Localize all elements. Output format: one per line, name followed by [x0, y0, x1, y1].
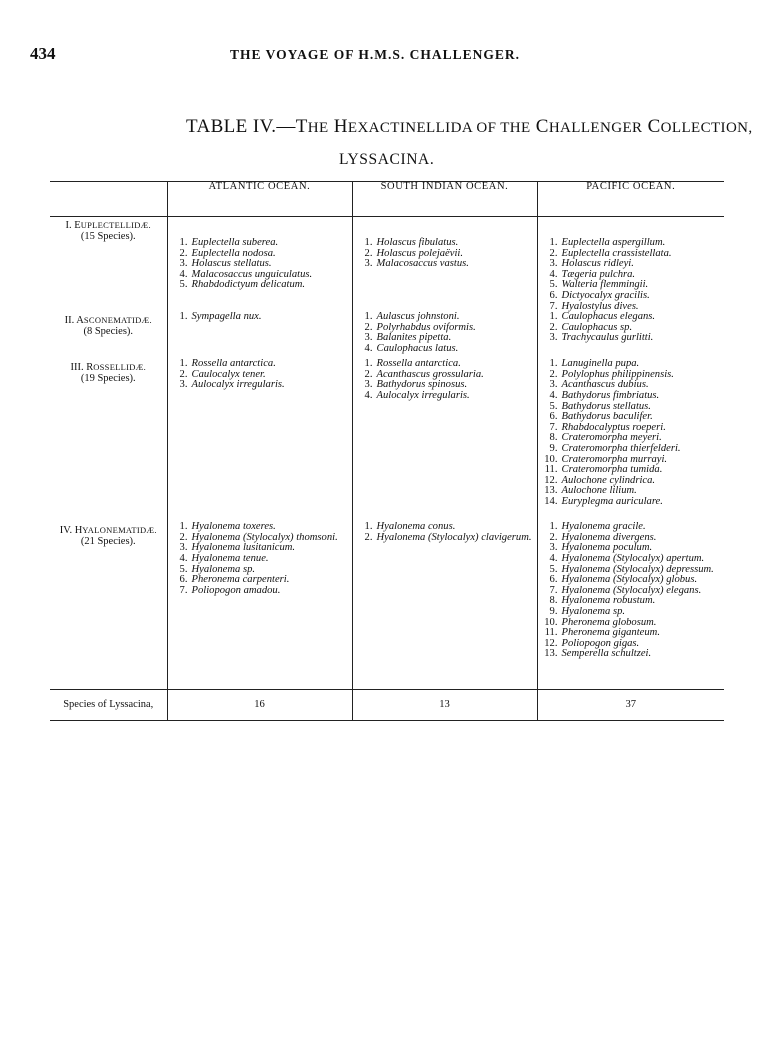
header-family — [50, 182, 167, 217]
species-name: Crateromorpha tumida. — [561, 464, 663, 476]
species-name: Rossella antarctica. — [376, 358, 461, 370]
total-indian: 13 — [352, 690, 537, 721]
species-number: 9. — [549, 442, 558, 454]
species-name: Aulochone lilium. — [561, 485, 637, 497]
family-smallcaps: SCONEMATIDÆ. — [83, 315, 152, 326]
family-roman: I. E — [65, 220, 81, 231]
species-number: 6. — [179, 574, 188, 586]
species-item — [544, 607, 725, 618]
species-number: 10. — [544, 453, 558, 465]
species-name: Hyalonema sp. — [191, 563, 256, 575]
species-number: 11. — [544, 464, 558, 476]
header-atlantic: ATLANTIC OCEAN. — [167, 182, 352, 217]
species-name: Aulochone cylindrica. — [561, 474, 656, 486]
species-number: 3. — [179, 379, 188, 391]
species-number: 5. — [549, 400, 558, 412]
species-name: Aulascus johnstoni. — [376, 311, 460, 323]
species-name: Crateromorpha thierfelderi. — [561, 442, 681, 454]
family-species-count: (8 Species). — [83, 325, 134, 337]
species-number: 13. — [544, 648, 558, 660]
species-number: 2. — [364, 368, 373, 380]
total-atlantic: 16 — [167, 690, 352, 721]
species-name: Malacosaccus unguiculatus. — [191, 268, 313, 280]
species-name: Malacosaccus vastus. — [376, 258, 469, 270]
family-species-count: (21 Species). — [80, 535, 136, 547]
species-number: 2. — [549, 368, 558, 380]
family-species-count: (19 Species). — [80, 372, 136, 384]
family-cell — [50, 312, 167, 359]
species-name: Holascus stellatus. — [191, 258, 272, 270]
species-name: Holascus ridleyi. — [561, 258, 634, 270]
species-name: Caulophacus elegans. — [561, 311, 656, 323]
species-name: Hyalonema (Stylocalyx) depressum. — [561, 563, 714, 575]
species-item — [544, 554, 725, 565]
species-name: Caulophacus latus. — [376, 342, 459, 354]
species-name: Bathydorus spinosus. — [376, 379, 468, 391]
species-number: 3. — [549, 379, 558, 391]
species-name: Caulocalyx tener. — [191, 368, 266, 380]
species-number: 4. — [549, 552, 558, 564]
species-number: 3. — [364, 379, 373, 391]
family-roman: IV. H — [59, 525, 83, 537]
pacific-species-list — [538, 312, 725, 344]
species-number: 2. — [179, 531, 188, 543]
species-name: Acanthascus dubius. — [561, 379, 649, 391]
title-sc-3: HALLENGER — [548, 120, 643, 136]
indian-species-list — [353, 522, 537, 543]
species-name: Hyalostylus dives. — [561, 300, 639, 312]
species-number: 3. — [549, 332, 558, 344]
species-name: Tægeria pulchra. — [561, 268, 636, 280]
species-number: 2. — [179, 247, 188, 259]
species-number: 2. — [364, 321, 373, 333]
species-item — [174, 238, 352, 249]
species-number: 3. — [179, 542, 188, 554]
species-item — [174, 586, 352, 597]
species-name: Hyalonema (Stylocalyx) elegans. — [561, 584, 702, 596]
species-name: Bathydorus fimbriatus. — [561, 389, 660, 401]
species-number: 4. — [549, 389, 558, 401]
species-number: 1. — [549, 521, 558, 533]
species-name: Euplectella crassistellata. — [561, 247, 672, 259]
species-item — [544, 291, 725, 302]
species-number: 1. — [179, 311, 188, 323]
species-name: Hyalonema tenue. — [191, 552, 269, 564]
family-roman: III. R — [70, 362, 94, 374]
species-number: 1. — [179, 521, 188, 533]
family-row — [50, 312, 724, 359]
species-item — [174, 554, 352, 565]
species-number: 1. — [364, 311, 373, 323]
species-number: 3. — [364, 332, 373, 344]
species-number: 3. — [364, 258, 373, 270]
species-number: 4. — [179, 552, 188, 564]
species-number: 5. — [549, 279, 558, 291]
species-name: Hyalonema (Stylocalyx) globus. — [561, 574, 698, 586]
atlantic-cell — [167, 522, 352, 690]
species-number: 6. — [549, 289, 558, 301]
family-roman: II. A — [64, 315, 84, 327]
species-name: Poliopogon gigas. — [561, 637, 640, 649]
species-number: 2. — [549, 531, 558, 543]
species-number: 2. — [179, 368, 188, 380]
atlantic-species-list — [168, 312, 352, 323]
species-name: Hyalonema toxeres. — [191, 521, 276, 533]
species-number: 4. — [364, 342, 373, 354]
species-number: 11. — [544, 627, 558, 639]
indian-cell — [352, 312, 537, 359]
species-name: Crateromorpha meyeri. — [561, 432, 662, 444]
species-number: 12. — [544, 474, 558, 486]
family-smallcaps: OSSELLIDÆ. — [93, 362, 147, 373]
species-item — [544, 444, 725, 455]
species-item — [544, 238, 725, 249]
species-item — [359, 391, 537, 402]
species-number: 4. — [364, 389, 373, 401]
family-species-count: (15 Species). — [80, 230, 136, 242]
species-number: 5. — [179, 279, 188, 291]
species-number: 2. — [549, 247, 558, 259]
species-name: Caulophacus sp. — [561, 321, 633, 333]
page-number: 434 — [30, 44, 56, 63]
species-name: Hyalonema conus. — [376, 521, 456, 533]
pacific-cell — [537, 359, 724, 522]
pacific-cell — [537, 217, 724, 313]
species-item — [544, 649, 725, 660]
species-number: 13. — [544, 485, 558, 497]
indian-species-list — [353, 359, 537, 401]
species-number: 2. — [364, 247, 373, 259]
species-item — [544, 333, 725, 344]
pacific-species-list — [538, 359, 725, 507]
family-cell — [50, 359, 167, 522]
species-name: Walteria flemmingii. — [561, 279, 649, 291]
species-item — [174, 312, 352, 323]
family-name — [50, 362, 167, 374]
species-number: 8. — [549, 595, 558, 607]
species-name: Hyalonema (Stylocalyx) apertum. — [561, 552, 705, 564]
species-table — [50, 181, 724, 721]
species-item — [359, 533, 537, 544]
species-number: 1. — [179, 237, 188, 248]
title-sc-1: HE — [307, 120, 329, 136]
atlantic-species-list — [168, 238, 352, 291]
indian-cell — [352, 217, 537, 313]
species-name: Euryplegma auriculare. — [561, 495, 663, 507]
species-number: 6. — [549, 574, 558, 586]
species-name: Hyalonema (Stylocalyx) thomsoni. — [191, 531, 338, 543]
totals-row — [50, 690, 724, 721]
species-number: 7. — [179, 584, 188, 596]
total-pacific: 37 — [537, 690, 724, 721]
family-cell — [50, 217, 167, 313]
header-row — [50, 182, 724, 217]
species-number: 3. — [549, 542, 558, 554]
species-name: Rossella antarctica. — [191, 358, 276, 370]
title-sc-4: OLLECTION, — [660, 120, 753, 136]
species-name: Bathydorus baculifer. — [561, 411, 653, 423]
title-sc-2: EXACTINELLIDA OF THE — [347, 120, 531, 136]
species-name: Hyalonema (Stylocalyx) clavigerum. — [376, 531, 532, 543]
species-item — [174, 280, 352, 291]
pacific-cell — [537, 522, 724, 690]
species-name: Semperella schultzei. — [561, 648, 652, 660]
species-name: Hyalonema lusitanicum. — [191, 542, 296, 554]
species-number: 2. — [364, 531, 373, 543]
title-cap-4: C — [642, 116, 661, 137]
species-number: 1. — [549, 237, 558, 248]
species-number: 1. — [549, 358, 558, 370]
species-number: 1. — [364, 521, 373, 533]
species-name: Hyalonema divergens. — [561, 531, 657, 543]
family-row — [50, 217, 724, 313]
species-number: 9. — [549, 605, 558, 617]
species-number: 3. — [549, 258, 558, 270]
table-subtitle: LYSSACINA. — [339, 151, 435, 168]
species-name: Pheronema carpenteri. — [191, 574, 290, 586]
species-name: Hyalonema poculum. — [561, 542, 653, 554]
species-name: Polylophus philippinensis. — [561, 368, 674, 380]
atlantic-cell — [167, 217, 352, 313]
species-name: Rhabdodictyum delicatum. — [191, 279, 306, 291]
family-smallcaps: YALONEMATIDÆ. — [82, 525, 157, 536]
family-smallcaps: UPLECTELLIDÆ. — [80, 220, 151, 230]
family-cell — [50, 522, 167, 690]
species-name: Aulocalyx irregularis. — [376, 389, 470, 401]
species-name: Poliopogon amadou. — [191, 584, 281, 596]
title-cap-2: H — [328, 116, 348, 137]
species-name: Bathydorus stellatus. — [561, 400, 651, 412]
family-row — [50, 359, 724, 522]
species-number: 7. — [549, 300, 558, 312]
species-name: Holascus polejaëvii. — [376, 247, 463, 259]
species-name: Dictyocalyx gracilis. — [561, 289, 650, 301]
atlantic-species-list — [168, 359, 352, 391]
species-number: 7. — [549, 584, 558, 596]
species-number: 4. — [179, 268, 188, 280]
species-number: 2. — [549, 321, 558, 333]
species-item — [359, 259, 537, 270]
pacific-cell — [537, 312, 724, 359]
family-name — [50, 315, 167, 327]
species-name: Pheronema giganteum. — [561, 627, 660, 639]
species-name: Balanites pipetta. — [376, 332, 452, 344]
species-number: 1. — [364, 237, 373, 248]
title-prefix: TABLE IV.—T — [186, 116, 308, 137]
family-name — [50, 525, 167, 537]
species-name: Hyalonema robustum. — [561, 595, 656, 607]
totals-label: Species of Lyssacina, — [50, 690, 167, 721]
family-name — [50, 220, 167, 232]
species-number: 4. — [549, 268, 558, 280]
atlantic-species-list — [168, 522, 352, 596]
species-name: Holascus fibulatus. — [376, 237, 459, 248]
atlantic-cell — [167, 312, 352, 359]
pacific-species-list — [538, 238, 725, 312]
species-name: Lanuginella pupa. — [561, 358, 640, 370]
indian-cell — [352, 522, 537, 690]
indian-cell — [352, 359, 537, 522]
species-number: 1. — [549, 311, 558, 323]
species-number: 1. — [179, 358, 188, 370]
running-head: THE VOYAGE OF H.M.S. CHALLENGER. — [230, 47, 521, 62]
species-name: Euplectella nodosa. — [191, 247, 276, 259]
species-name: Euplectella suberea. — [191, 237, 279, 248]
species-number: 3. — [179, 258, 188, 270]
table-title — [186, 116, 753, 138]
species-number: 5. — [549, 563, 558, 575]
species-name: Polyrhabdus oviformis. — [376, 321, 476, 333]
species-name: Crateromorpha murrayi. — [561, 453, 668, 465]
species-number: 6. — [549, 411, 558, 423]
species-name: Euplectella aspergillum. — [561, 237, 666, 248]
species-item — [544, 497, 725, 508]
species-name: Acanthascus grossularia. — [376, 368, 484, 380]
species-number: 5. — [179, 563, 188, 575]
species-number: 10. — [544, 616, 558, 628]
family-row — [50, 522, 724, 690]
header-indian: SOUTH INDIAN OCEAN. — [352, 182, 537, 217]
species-name: Trachycaulus gurlitti. — [561, 332, 654, 344]
species-item — [174, 380, 352, 391]
species-name: Hyalonema gracile. — [561, 521, 646, 533]
species-name: Aulocalyx irregularis. — [191, 379, 285, 391]
atlantic-cell — [167, 359, 352, 522]
species-number: 8. — [549, 432, 558, 444]
species-name: Pheronema globosum. — [561, 616, 657, 628]
indian-species-list — [353, 238, 537, 270]
species-item — [359, 344, 537, 355]
species-name: Hyalonema sp. — [561, 605, 626, 617]
species-number: 1. — [364, 358, 373, 370]
header-pacific: PACIFIC OCEAN. — [537, 182, 724, 217]
title-cap-3: C — [530, 116, 549, 137]
species-item — [359, 238, 537, 249]
species-name: Rhabdocalyptus roeperi. — [561, 421, 666, 433]
indian-species-list — [353, 312, 537, 354]
species-item — [544, 391, 725, 402]
species-number: 14. — [544, 495, 558, 507]
pacific-species-list — [538, 522, 725, 660]
species-number: 7. — [549, 421, 558, 433]
species-name: Sympagella nux. — [191, 311, 262, 323]
species-number: 12. — [544, 637, 558, 649]
